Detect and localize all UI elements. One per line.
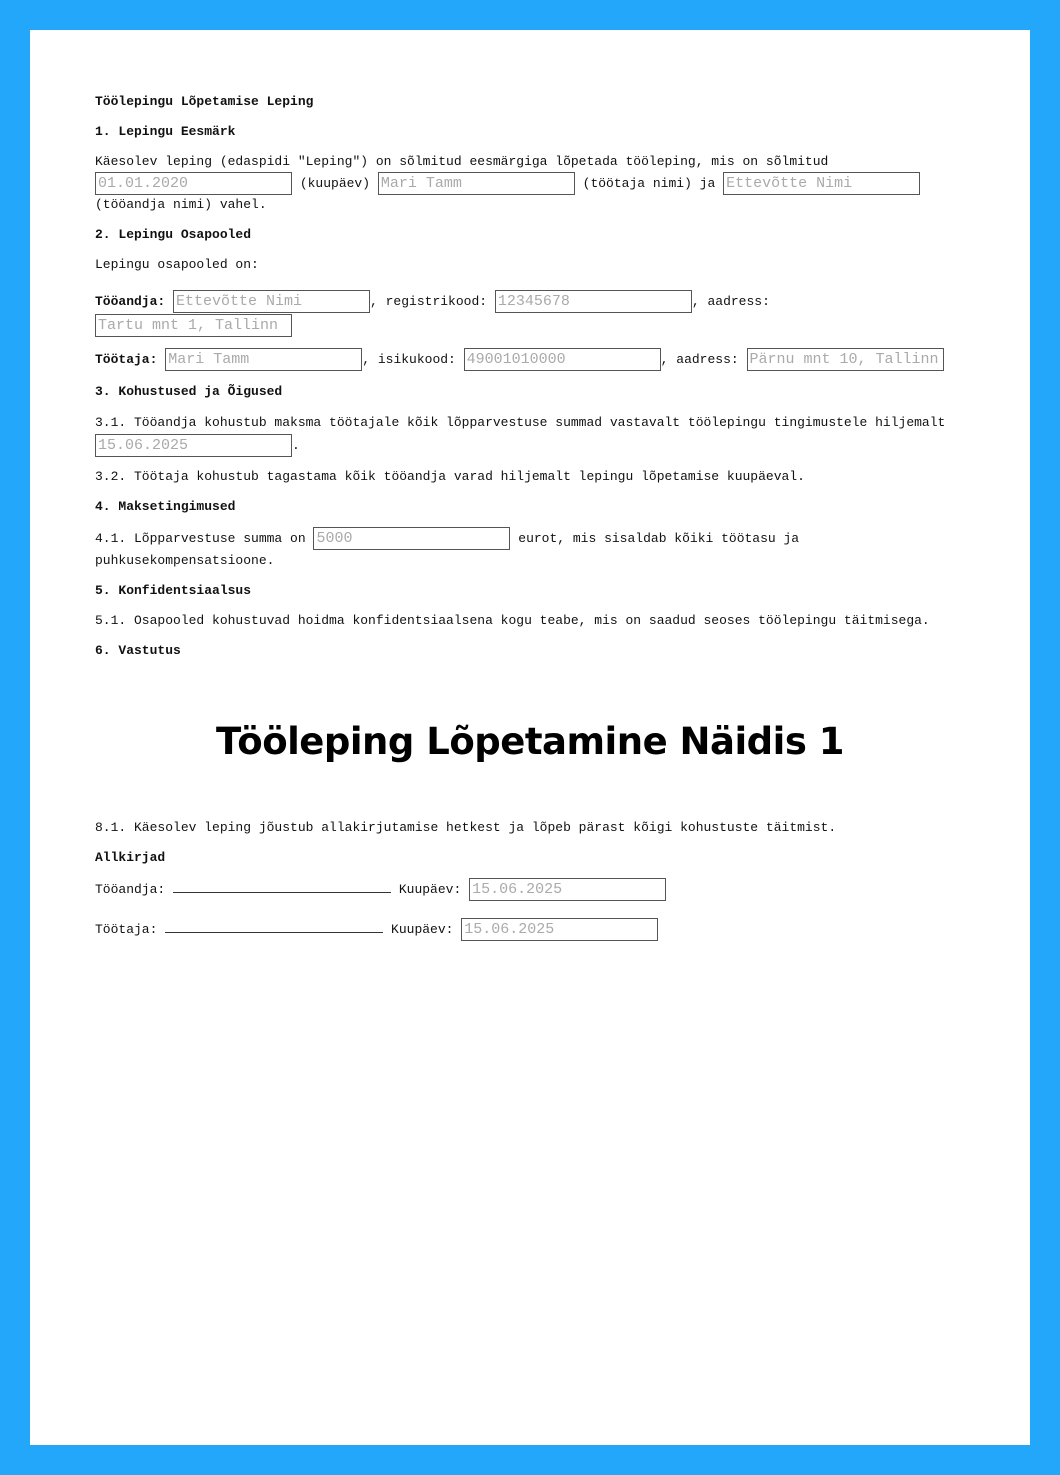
section-3-heading: 3. Kohustused ja Õigused <box>95 384 283 399</box>
party-employer-name-field[interactable]: Ettevõtte Nimi <box>173 290 370 313</box>
label-employee: (töötaja nimi) ja <box>582 175 716 191</box>
section-1-text-b: (tööandja nimi) vahel. <box>95 197 267 212</box>
id-code-label: , isikukood: <box>362 352 456 367</box>
reg-code-field[interactable]: 12345678 <box>495 290 692 313</box>
employee-signature-date-field[interactable]: 15.06.2025 <box>461 918 658 941</box>
section-4-1-text: 4.1. Lõpparvestuse summa on <box>95 530 306 546</box>
section-1-heading: 1. Lepingu Eesmärk <box>95 124 236 139</box>
title-banner <box>30 662 1030 812</box>
employer-signature-field[interactable] <box>173 880 391 893</box>
employer-label: Tööandja: <box>95 294 166 309</box>
section-4-1-end: eurot, mis sisaldab kõiki töötasu ja puhkusekompensatsioone. <box>95 530 800 568</box>
section-1-text-a: Käesolev leping (edaspidi "Leping") on sõlmitud eesmärgiga lõpetada tööleping, mis on sõlmitud <box>95 154 829 169</box>
document-title: Töölepingu Lõpetamise Leping <box>95 94 314 109</box>
contract-date-field[interactable]: 01.01.2020 <box>95 172 292 195</box>
employer-date-label: Kuupäev: <box>398 882 462 897</box>
section-4-1 <box>95 527 975 571</box>
section-2-intro: Lepingu osapooled on: <box>95 257 259 272</box>
employee-signature-label: Töötaja: <box>95 922 158 937</box>
employer-signature-label: Tööandja: <box>95 882 166 897</box>
employee-signature-field[interactable] <box>165 920 383 933</box>
final-payment-date-field[interactable]: 15.06.2025 <box>95 434 292 457</box>
section-4-heading: 4. Maksetingimused <box>95 499 236 514</box>
section-3-1-text: 3.1. Tööandja kohustub maksma töötajale kõik lõpparvestuse summad vastavalt töölepingu tingimustele hiljemalt <box>95 415 946 430</box>
section-3-1-end: . <box>292 437 300 453</box>
section-5-heading: 5. Konfidentsiaalsus <box>95 583 252 598</box>
contract-body-top <box>95 92 975 664</box>
section-3-2: 3.2. Töötaja kohustub tagastama kõik tööandja varad hiljemalt lepingu lõpetamise kuupäeval. <box>95 469 805 484</box>
section-5-1: 5.1. Osapooled kohustuvad hoidma konfidentsiaalsena kogu teabe, mis on saadud seoses töölepingu täitmisega. <box>95 613 930 628</box>
reg-code-label: , registrikood: <box>370 294 488 309</box>
employee-address-field[interactable]: Pärnu mnt 10, Tallinn <box>747 348 944 371</box>
employer-signature-date-field[interactable]: 15.06.2025 <box>469 878 666 901</box>
section-2-heading: 2. Lepingu Osapooled <box>95 227 252 242</box>
employee-date-label: Kuupäev: <box>391 922 454 937</box>
employer-address-label: , aadress: <box>691 294 770 309</box>
employee-label: Töötaja: <box>95 352 158 367</box>
section-6-heading: 6. Vastutus <box>95 643 181 658</box>
employee-address-label: , aadress: <box>660 352 739 367</box>
document-page <box>30 30 1030 1445</box>
employer-party-line <box>95 290 975 338</box>
employee-party-line <box>95 348 975 372</box>
contract-body-bottom <box>95 818 975 942</box>
employee-signature-line <box>95 918 975 942</box>
section-3-1 <box>95 412 975 457</box>
employer-address-field[interactable]: Tartu mnt 1, Tallinn <box>95 314 292 337</box>
banner-title: Tööleping Lõpetamine Näidis 1 <box>216 720 844 763</box>
employer-name-field[interactable]: Ettevõtte Nimi <box>723 172 920 195</box>
settlement-sum-field[interactable]: 5000 <box>313 527 510 550</box>
label-date: (kuupäev) <box>299 175 371 191</box>
section-1-paragraph <box>95 152 975 215</box>
employee-name-field[interactable]: Mari Tamm <box>378 172 575 195</box>
employer-signature-line <box>95 878 975 902</box>
section-8-1: 8.1. Käesolev leping jõustub allakirjutamise hetkest ja lõpeb pärast kõigi kohustuste täitmist. <box>95 820 837 835</box>
party-employee-name-field[interactable]: Mari Tamm <box>165 348 362 371</box>
signatures-heading: Allkirjad <box>95 850 166 865</box>
id-code-field[interactable]: 49001010000 <box>464 348 661 371</box>
